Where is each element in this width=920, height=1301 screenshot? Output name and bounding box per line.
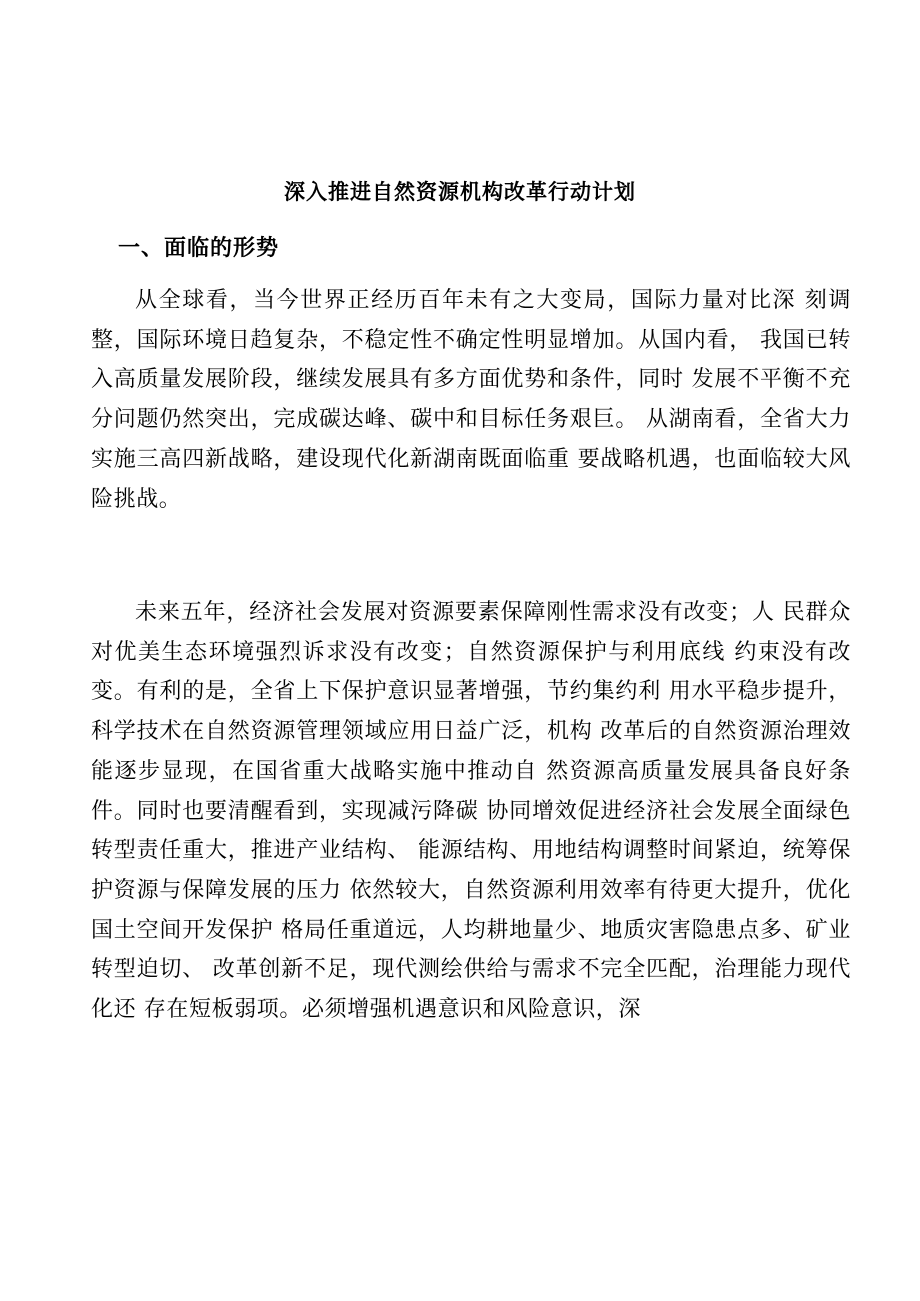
document-title: 深入推进自然资源机构改革行动计划 [284,179,636,204]
body-paragraph: 从全球看，当今世界正经历百年未有之大变局，国际力量对比深 刻调整，国际环境日趋复杂，不稳定性不确定性明显增加。从国内看， 我国已转入高质量发展阶段，继续发展具有多方面优势和条件，同时 发展不平衡不充分问题仍然突出，完成碳达峰、碳中和目标任务艰巨。 从湖南看，全省大力实施三高四新战略，建设现代化新湖南既面临重 要战略机遇，也面临较大风险挑战。 [91,288,851,512]
body-paragraph: 未来五年，经济社会发展对资源要素保障刚性需求没有改变；人 民群众对优美生态环境强烈诉求没有改变；自然资源保护与利用底线 约束没有改变。有利的是，全省上下保护意识显著增强，节约集约利 用水平稳步提升，科学技术在自然资源管理领域应用日益广泛，机构 改革后的自然资源治理效能逐步显现，在国省重大战略实施中推动自 然资源高质量发展具备良好条件。同时也要清醒看到，实现减污降碳 协同增效促进经济社会发展全面绿色转型责任重大，推进产业结构、 能源结构、用地结构调整时间紧迫，统筹保护资源与保障发展的压力 依然较大，自然资源利用效率有待更大提升，优化国土空间开发保护 格局任重道远，人均耕地量少、地质灾害隐患点多、矿业转型迫切、 改革创新不足，现代测绘供给与需求不完全匹配，治理能力现代化还 存在短板弱项。必须增强机遇意识和风险意识，深 [91,600,851,1023]
section-heading: 一、面临的形势 [118,235,280,261]
